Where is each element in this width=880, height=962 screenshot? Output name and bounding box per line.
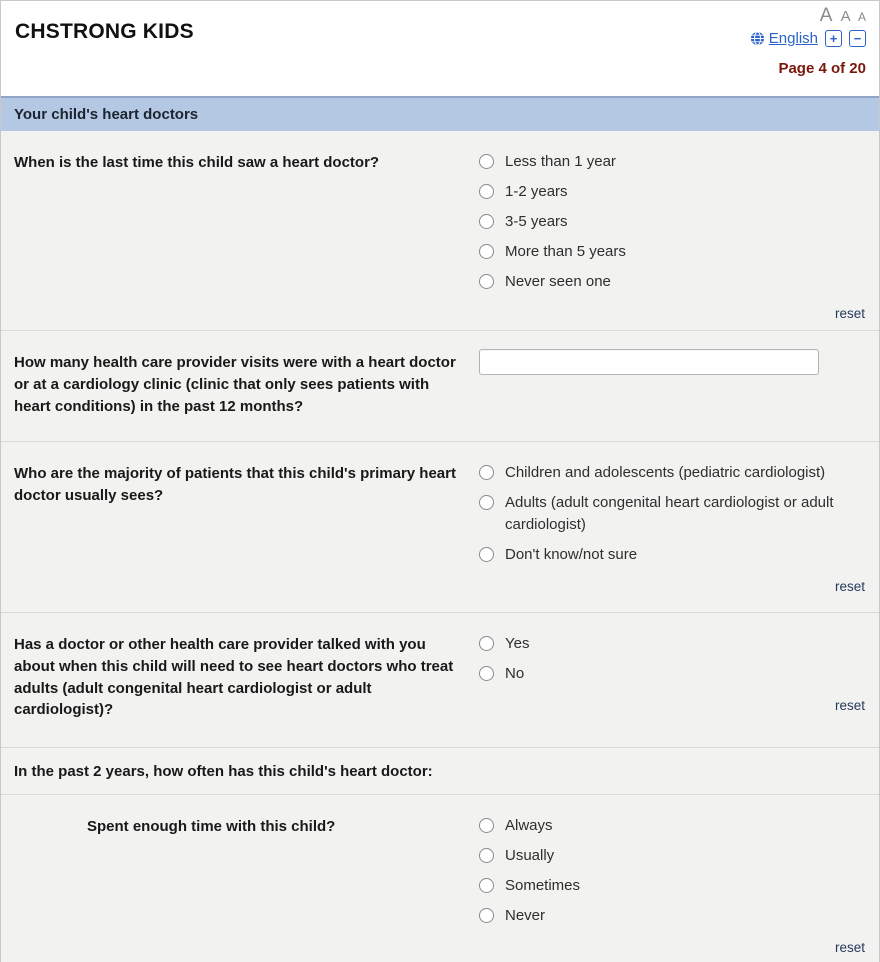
radio-option-label: More than 5 years: [505, 243, 626, 260]
radio-option[interactable]: [479, 905, 865, 927]
answer-cell: [479, 442, 879, 612]
radio-option-label: Never seen one: [505, 273, 611, 290]
radio-option-label: No: [505, 665, 525, 682]
survey-header: [1, 1, 879, 96]
radio-button[interactable]: [479, 154, 494, 169]
visit-count-input[interactable]: [479, 349, 819, 375]
answer-cell: [479, 795, 879, 962]
radio-button[interactable]: [479, 547, 494, 562]
statement-row: [1, 747, 879, 794]
answer-cell: [479, 131, 879, 330]
radio-option-label: Less than 1 year: [505, 153, 616, 170]
font-size-large-button[interactable]: A: [819, 5, 833, 26]
question-row-majority-patients: [1, 441, 879, 612]
radio-option-label: Adults (adult congenital heart cardiologist or adult cardiologist): [505, 494, 834, 533]
radio-option[interactable]: [479, 462, 865, 484]
radio-button[interactable]: [479, 274, 494, 289]
radio-option[interactable]: [479, 271, 865, 293]
radio-option-label: 3-5 years: [505, 213, 568, 230]
reset-link[interactable]: reset: [834, 940, 865, 955]
radio-button[interactable]: [479, 214, 494, 229]
reset-link[interactable]: reset: [834, 698, 865, 713]
radio-option[interactable]: [479, 663, 865, 685]
radio-option[interactable]: [479, 492, 865, 536]
question-label: Spent enough time with this child?: [87, 818, 336, 835]
radio-button[interactable]: [479, 636, 494, 651]
font-size-small-button[interactable]: A: [857, 10, 866, 24]
radio-option-label: Usually: [505, 847, 555, 864]
radio-button[interactable]: [479, 666, 494, 681]
radio-option-label: Always: [505, 817, 553, 834]
radio-option[interactable]: [479, 211, 865, 233]
radio-option-label: Yes: [505, 635, 530, 652]
radio-option[interactable]: [479, 815, 865, 837]
question-label: How many health care provider visits were with a heart doctor or at a cardiology clinic (clinic that only sees patients with heart conditions) in the past 12 months?: [14, 354, 456, 415]
radio-button[interactable]: [479, 244, 494, 259]
radio-option[interactable]: [479, 875, 865, 897]
font-size-controls: [750, 6, 866, 27]
radio-option-label: Children and adolescents (pediatric cardiologist): [505, 464, 826, 481]
radio-button[interactable]: [479, 908, 494, 923]
radio-button[interactable]: [479, 848, 494, 863]
radio-option[interactable]: [479, 241, 865, 263]
page-indicator: Page 4 of 20: [778, 60, 866, 77]
reset-link[interactable]: reset: [834, 306, 865, 321]
radio-button[interactable]: [479, 465, 494, 480]
text-decrease-button[interactable]: −: [849, 30, 866, 47]
radio-button[interactable]: [479, 495, 494, 510]
question-row-last-visit: [1, 131, 879, 330]
answer-cell: [479, 331, 879, 441]
radio-option[interactable]: [479, 151, 865, 173]
radio-button[interactable]: [479, 878, 494, 893]
radio-option[interactable]: [479, 544, 865, 566]
radio-option-label: Don't know/not sure: [505, 546, 638, 563]
question-row-visit-count: [1, 330, 879, 441]
language-label: English: [768, 30, 818, 47]
reset-link[interactable]: reset: [834, 579, 865, 594]
answer-cell: [479, 613, 879, 747]
section-title: Your child's heart doctors: [14, 106, 199, 123]
section-header: [1, 96, 879, 131]
radio-option-label: Sometimes: [505, 877, 581, 894]
radio-option[interactable]: [479, 181, 865, 203]
header-controls: [750, 6, 866, 77]
text-increase-button[interactable]: +: [825, 30, 842, 47]
question-label: When is the last time this child saw a heart doctor?: [14, 154, 380, 171]
radio-button[interactable]: [479, 184, 494, 199]
question-label: Has a doctor or other health care provider talked with you about when this child will need to see heart doctors who treat adults (adult congenital heart cardiologist or adult cardiologist)?: [14, 636, 454, 719]
question-row-transition-talk: [1, 612, 879, 747]
statement-text: In the past 2 years, how often has this child's heart doctor:: [14, 763, 433, 780]
globe-icon[interactable]: [750, 31, 765, 46]
radio-option[interactable]: [479, 633, 865, 655]
radio-option-label: Never: [505, 907, 546, 924]
language-link[interactable]: [750, 30, 818, 47]
radio-option-label: 1-2 years: [505, 183, 568, 200]
language-row: [750, 30, 866, 47]
question-row-enough-time: [1, 794, 879, 962]
question-label: Who are the majority of patients that this child's primary heart doctor usually sees?: [14, 465, 456, 504]
survey-title: CHSTRONG KIDS: [15, 20, 194, 43]
radio-button[interactable]: [479, 818, 494, 833]
font-size-medium-button[interactable]: A: [840, 8, 850, 25]
radio-option[interactable]: [479, 845, 865, 867]
